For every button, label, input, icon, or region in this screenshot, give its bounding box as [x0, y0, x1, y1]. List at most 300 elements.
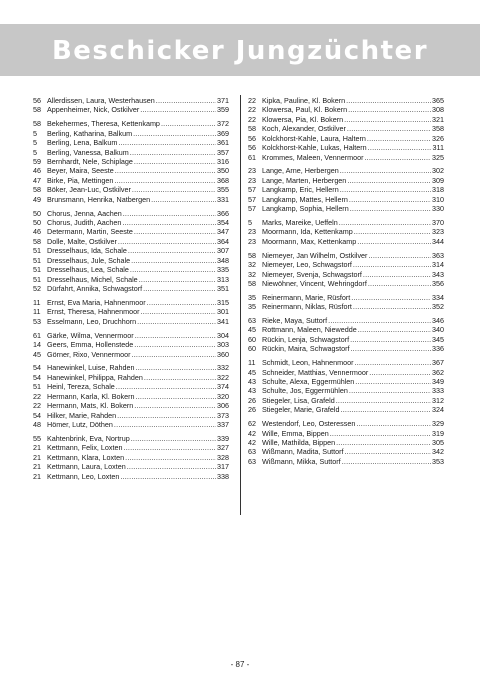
entry-number: 49	[33, 194, 41, 204]
leader-dots	[137, 317, 216, 326]
list-item	[248, 325, 444, 334]
entry-page: 369	[217, 128, 229, 138]
entry-number: 51	[33, 265, 41, 275]
entry-number: 22	[248, 114, 256, 124]
list-item	[248, 237, 444, 246]
entry-page: 344	[432, 236, 444, 246]
list-item	[248, 457, 444, 466]
entry-number: 51	[33, 274, 41, 284]
entry-number: 22	[33, 401, 41, 411]
entry-name: Langkamp, Eric, Hellern	[262, 185, 339, 195]
leader-dots	[127, 462, 216, 471]
entry-page: 317	[217, 462, 229, 472]
entry-page: 352	[432, 302, 444, 312]
entry-page: 309	[432, 175, 444, 185]
entry-name: Dolle, Malte, Ostkilver	[47, 236, 117, 246]
entry-name: Schneider, Matthias, Vennermoor	[262, 367, 369, 377]
entry-name: Hilker, Marie, Rahden	[47, 410, 117, 420]
leader-dots	[347, 176, 431, 185]
entry-page: 350	[217, 166, 229, 176]
entry-page: 323	[432, 227, 444, 237]
list-item	[33, 218, 229, 227]
entry-page: 370	[432, 218, 444, 228]
leader-dots	[340, 166, 431, 175]
entry-number: 60	[248, 334, 256, 344]
list-item	[248, 344, 444, 353]
leader-dots	[131, 434, 216, 443]
entry-page: 346	[432, 316, 444, 325]
list-item	[33, 317, 229, 326]
list-item	[248, 396, 444, 405]
page-title: Beschicker Jungzüchter	[51, 36, 429, 66]
entry-group	[33, 96, 229, 115]
entry-number: 23	[248, 166, 256, 176]
list-item	[248, 195, 444, 204]
leader-dots	[156, 96, 216, 105]
entry-page: 337	[217, 419, 229, 429]
entry-page: 359	[217, 105, 229, 115]
entry-page: 315	[217, 297, 229, 307]
entry-page: 301	[217, 307, 229, 317]
entry-name: Schulte, Jos, Eggermühlen	[262, 386, 348, 396]
list-item	[248, 405, 444, 414]
entry-page: 374	[217, 382, 229, 392]
entry-name: Niemeyer, Leo, Schwagstorf	[262, 260, 352, 270]
leader-dots	[114, 176, 216, 185]
entry-number: 58	[33, 119, 41, 129]
entry-name: Wißmann, Mikka, Suttorf	[262, 456, 341, 466]
leader-dots	[339, 218, 431, 227]
entry-number: 58	[33, 185, 41, 195]
entry-number: 46	[33, 227, 41, 237]
entry-name: Berling, Lena, Balkum	[47, 138, 118, 148]
entry-number: 57	[248, 204, 256, 214]
leader-dots	[122, 218, 216, 227]
entry-number: 58	[248, 279, 256, 289]
entry-page: 322	[217, 372, 229, 382]
entry-page: 335	[217, 265, 229, 275]
entry-group	[33, 209, 229, 294]
leader-dots	[147, 298, 216, 307]
leader-dots	[346, 96, 431, 105]
entry-page: 357	[217, 147, 229, 157]
entry-page: 303	[217, 340, 229, 350]
list-item	[33, 105, 229, 114]
entry-name: Kolckhorst-Kahle, Lukas, Haltern	[262, 143, 367, 153]
entry-name: Allerdissen, Laura, Westerhausen	[47, 96, 155, 105]
list-item	[248, 316, 444, 325]
list-item	[248, 115, 444, 124]
right-column	[248, 96, 444, 471]
entry-group	[33, 298, 229, 326]
entry-number: 11	[248, 358, 256, 368]
entry-name: Westendorf, Leo, Osteressen	[262, 419, 356, 429]
leader-dots	[355, 358, 432, 367]
entry-name: Hermann, Karla, Kl. Bokern	[47, 391, 135, 401]
list-item	[33, 443, 229, 452]
entry-number: 14	[33, 340, 41, 350]
list-item	[33, 298, 229, 307]
entry-page: 364	[217, 236, 229, 246]
list-item	[33, 138, 229, 147]
list-item	[248, 447, 444, 456]
entry-group	[33, 119, 229, 204]
leader-dots	[363, 270, 431, 279]
entry-page: 348	[217, 255, 229, 265]
leader-dots	[130, 265, 216, 274]
list-item	[248, 377, 444, 386]
leader-dots	[368, 143, 432, 152]
entry-number: 51	[33, 246, 41, 256]
entry-number: 21	[33, 443, 41, 453]
entry-name: Appenheimer, Nick, Ostkilver	[47, 105, 140, 115]
entry-page: 353	[432, 456, 444, 466]
leader-dots	[367, 134, 431, 143]
leader-dots	[125, 453, 216, 462]
entry-name: Hanewinkel, Philippa, Rahden	[47, 372, 143, 382]
entry-name: Görner, Rixo, Vennermoor	[47, 349, 131, 359]
entry-number: 22	[248, 96, 256, 105]
entry-page: 354	[217, 218, 229, 228]
leader-dots	[358, 325, 431, 334]
leader-dots	[135, 331, 216, 340]
list-item	[33, 96, 229, 105]
entry-page: 328	[217, 452, 229, 462]
entry-name: Ernst, Eva Maria, Hahnenmoor	[47, 297, 146, 307]
leader-dots	[368, 279, 431, 288]
entry-group	[248, 96, 444, 162]
entry-page: 340	[432, 325, 444, 335]
entry-page: 362	[432, 367, 444, 377]
entry-number: 58	[248, 124, 256, 134]
list-item	[33, 392, 229, 401]
list-item	[33, 237, 229, 246]
leader-dots	[144, 373, 216, 382]
leader-dots	[141, 307, 216, 316]
entry-page: 363	[432, 250, 444, 260]
entry-page: 307	[217, 246, 229, 256]
list-item	[248, 166, 444, 175]
entry-number: 57	[248, 185, 256, 195]
entry-name: Reinermann, Niklas, Rüsfort	[262, 302, 352, 312]
leader-dots	[136, 363, 216, 372]
entry-page: 302	[432, 166, 444, 176]
entry-page: 330	[432, 204, 444, 214]
entry-number: 45	[248, 367, 256, 377]
entry-number: 45	[33, 349, 41, 359]
list-item	[248, 438, 444, 447]
list-item	[248, 185, 444, 194]
entry-name: Hanewinkel, Luise, Rahden	[47, 363, 135, 373]
entry-number: 62	[248, 419, 256, 429]
list-item	[248, 124, 444, 133]
entry-page: 367	[432, 358, 444, 368]
entry-number: 23	[248, 175, 256, 185]
entry-number: 26	[248, 395, 256, 405]
entry-number: 5	[33, 147, 37, 157]
entry-name: Niewöhner, Vincent, Wehringdorf	[262, 279, 367, 289]
entry-number: 45	[248, 325, 256, 335]
leader-dots	[134, 401, 216, 410]
leader-dots	[143, 284, 216, 293]
leader-dots	[114, 420, 216, 429]
entry-number: 51	[33, 255, 41, 265]
entry-number: 21	[33, 471, 41, 481]
leader-dots	[136, 392, 217, 401]
list-item	[33, 246, 229, 255]
leader-dots	[340, 185, 431, 194]
entry-number: 5	[33, 138, 37, 148]
entry-page: 320	[217, 391, 229, 401]
leader-dots	[353, 260, 431, 269]
column-divider	[240, 95, 241, 515]
leader-dots	[349, 386, 431, 395]
entry-number: 52	[33, 284, 41, 294]
entry-number: 35	[248, 292, 256, 302]
entry-page: 373	[217, 410, 229, 420]
entry-name: Kettmann, Felix, Loxten	[47, 443, 123, 453]
entry-number: 5	[33, 128, 37, 138]
entry-number: 43	[248, 386, 256, 396]
entry-number: 50	[33, 218, 41, 228]
entry-name: Dresselhaus, Michel, Schale	[47, 274, 138, 284]
entry-name: Ernst, Theresa, Hahnenmoor	[47, 307, 140, 317]
entry-number: 5	[248, 218, 252, 228]
entry-name: Lange, Marten, Herbergen	[262, 175, 347, 185]
leader-dots	[120, 472, 216, 481]
list-item	[248, 134, 444, 143]
list-item	[33, 209, 229, 218]
leader-dots	[369, 368, 431, 377]
entry-number: 26	[248, 405, 256, 415]
entry-name: Klowersa, Pia, Kl. Bokern	[262, 114, 344, 124]
left-column	[33, 96, 229, 485]
list-item	[33, 166, 229, 175]
entry-page: 338	[217, 471, 229, 481]
leader-dots	[347, 124, 431, 133]
leader-dots	[115, 166, 216, 175]
list-item	[33, 331, 229, 340]
entry-name: Wille, Mathilda, Bippen	[262, 438, 336, 448]
leader-dots	[139, 275, 216, 284]
list-item	[33, 382, 229, 391]
leader-dots	[128, 246, 216, 255]
entry-number: 54	[33, 363, 41, 373]
entry-number: 50	[33, 208, 41, 218]
entry-name: Rieke, Maya, Suttorf	[262, 316, 328, 325]
entry-page: 332	[217, 363, 229, 373]
entry-name: Stiegeler, Marie, Grafeld	[262, 405, 340, 415]
entry-name: Determann, Martin, Seeste	[47, 227, 133, 237]
list-item	[248, 260, 444, 269]
entry-group	[248, 166, 444, 213]
list-item	[33, 350, 229, 359]
entry-number: 35	[248, 302, 256, 312]
entry-name: Rückin, Lenja, Schwagstorf	[262, 334, 350, 344]
entry-number: 46	[33, 166, 41, 176]
leader-dots	[134, 157, 216, 166]
entry-number: 32	[248, 269, 256, 279]
leader-dots	[118, 138, 216, 147]
entry-number: 57	[248, 194, 256, 204]
entry-group	[248, 358, 444, 415]
list-item	[33, 265, 229, 274]
entry-number: 61	[248, 152, 256, 162]
entry-name: Gärke, Wilma, Vennermoor	[47, 330, 134, 340]
entry-page: 305	[432, 438, 444, 448]
list-item	[248, 143, 444, 152]
entry-name: Moormann, Max, Kettenkamp	[262, 236, 357, 246]
entry-page: 331	[217, 194, 229, 204]
entry-number: 43	[248, 377, 256, 387]
leader-dots	[161, 119, 216, 128]
entry-name: Chorus, Judith, Aachen	[47, 218, 122, 228]
list-item	[33, 462, 229, 471]
list-item	[248, 335, 444, 344]
list-item	[248, 251, 444, 260]
entry-name: Niemeyer, Svenja, Schwagstorf	[262, 269, 362, 279]
list-item	[33, 157, 229, 166]
list-item	[248, 386, 444, 395]
entry-page: 318	[432, 185, 444, 195]
leader-dots	[117, 411, 216, 420]
entry-name: Niemeyer, Jan Wilhelm, Ostkilver	[262, 250, 368, 260]
entry-name: Kettmann, Leo, Loxten	[47, 471, 120, 481]
entry-group	[33, 434, 229, 481]
entry-number: 11	[33, 307, 41, 317]
entry-page: 366	[217, 208, 229, 218]
entry-name: Langkamp, Sophia, Hellern	[262, 204, 349, 214]
list-item	[33, 284, 229, 293]
entry-name: Berling, Katharina, Balkum	[47, 128, 133, 138]
entry-name: Koch, Alexander, Ostkilver	[262, 124, 346, 134]
entry-name: Böker, Jean-Luc, Ostkilver	[47, 185, 131, 195]
entry-name: Klowersa, Paul, Kl. Bokern	[262, 105, 348, 115]
entry-name: Dresselhaus, Ida, Schale	[47, 246, 127, 256]
entry-name: Rottmann, Maleen, Niewedde	[262, 325, 357, 335]
list-item	[33, 275, 229, 284]
entry-page: 345	[432, 334, 444, 344]
entry-name: Dresselhaus, Jule, Schale	[47, 255, 131, 265]
entry-group	[33, 331, 229, 359]
entry-page: 311	[432, 143, 444, 153]
list-item	[33, 411, 229, 420]
page-number: - 87 -	[230, 660, 250, 669]
entry-page: 358	[432, 124, 444, 134]
list-item	[248, 358, 444, 367]
leader-dots	[364, 153, 431, 162]
list-item	[248, 105, 444, 114]
leader-dots	[355, 377, 431, 386]
entry-name: Wille, Emma, Bippen	[262, 428, 329, 438]
entry-number: 54	[33, 372, 41, 382]
entry-number: 22	[248, 105, 256, 115]
entry-name: Marks, Mareike, Ueffeln	[262, 218, 338, 228]
leader-dots	[118, 237, 216, 246]
entry-name: Bernhardt, Nele, Schiplage	[47, 157, 133, 167]
entry-name: Stiegeler, Lisa, Grafeld	[262, 395, 335, 405]
list-item	[248, 153, 444, 162]
list-item	[33, 363, 229, 372]
list-item	[33, 195, 229, 204]
entry-page: 339	[217, 433, 229, 443]
entry-number: 56	[248, 143, 256, 153]
list-item	[248, 218, 444, 227]
list-item	[248, 293, 444, 302]
entry-number: 21	[33, 452, 41, 462]
entry-page: 304	[217, 330, 229, 340]
entry-number: 42	[248, 428, 256, 438]
leader-dots	[349, 195, 431, 204]
entry-page: 365	[432, 96, 444, 105]
entry-page: 314	[432, 260, 444, 270]
entry-number: 56	[248, 133, 256, 143]
list-item	[33, 185, 229, 194]
list-item	[33, 420, 229, 429]
entry-group	[248, 316, 444, 354]
leader-dots	[132, 185, 216, 194]
entry-page: 356	[432, 279, 444, 289]
entry-number: 21	[33, 462, 41, 472]
entry-page: 308	[432, 105, 444, 115]
entry-name: Berling, Vanessa, Balkum	[47, 147, 129, 157]
entry-page: 336	[432, 344, 444, 354]
entry-name: Brunsmann, Henrika, Natbergen	[47, 194, 151, 204]
entry-name: Kipka, Pauline, Kl. Bokern	[262, 96, 346, 105]
entry-number: 58	[33, 105, 41, 115]
list-item	[248, 270, 444, 279]
list-item	[33, 434, 229, 443]
leader-dots	[330, 429, 431, 438]
entry-number: 23	[248, 227, 256, 237]
leader-dots	[134, 227, 216, 236]
entry-page: 368	[217, 175, 229, 185]
entry-number: 32	[248, 260, 256, 270]
entry-name: Kolckhorst-Kahle, Laura, Haltern	[262, 133, 366, 143]
entry-name: Kahtenbrink, Eva, Nortrup	[47, 433, 130, 443]
entry-name: Geers, Emma, Hollenstede	[47, 340, 134, 350]
leader-dots	[123, 209, 216, 218]
entry-page: 347	[217, 227, 229, 237]
leader-dots	[344, 447, 431, 456]
list-item	[248, 176, 444, 185]
entry-number: 42	[248, 438, 256, 448]
leader-dots	[151, 195, 216, 204]
leader-dots	[131, 256, 216, 265]
list-item	[33, 453, 229, 462]
entry-page: 313	[217, 274, 229, 284]
leader-dots	[350, 335, 431, 344]
entry-number: 63	[248, 447, 256, 457]
entry-group	[33, 363, 229, 429]
leader-dots	[353, 302, 431, 311]
entry-name: Heinl, Tereza, Schale	[47, 382, 115, 392]
entry-number: 63	[248, 456, 256, 466]
entry-page: 325	[432, 152, 444, 162]
entry-page: 351	[217, 284, 229, 294]
entry-page: 327	[217, 443, 229, 453]
entry-number: 23	[248, 236, 256, 246]
leader-dots	[351, 293, 431, 302]
entry-page: 321	[432, 114, 444, 124]
list-item	[33, 119, 229, 128]
entry-page: 326	[432, 133, 444, 143]
entry-group	[248, 293, 444, 312]
entry-name: Hermann, Mats, Kl. Bokern	[47, 401, 134, 411]
entry-page: 342	[432, 447, 444, 457]
entry-name: Dürfahrt, Annika, Schwagstorf	[47, 284, 143, 294]
entry-name: Kettmann, Laura, Loxten	[47, 462, 126, 472]
